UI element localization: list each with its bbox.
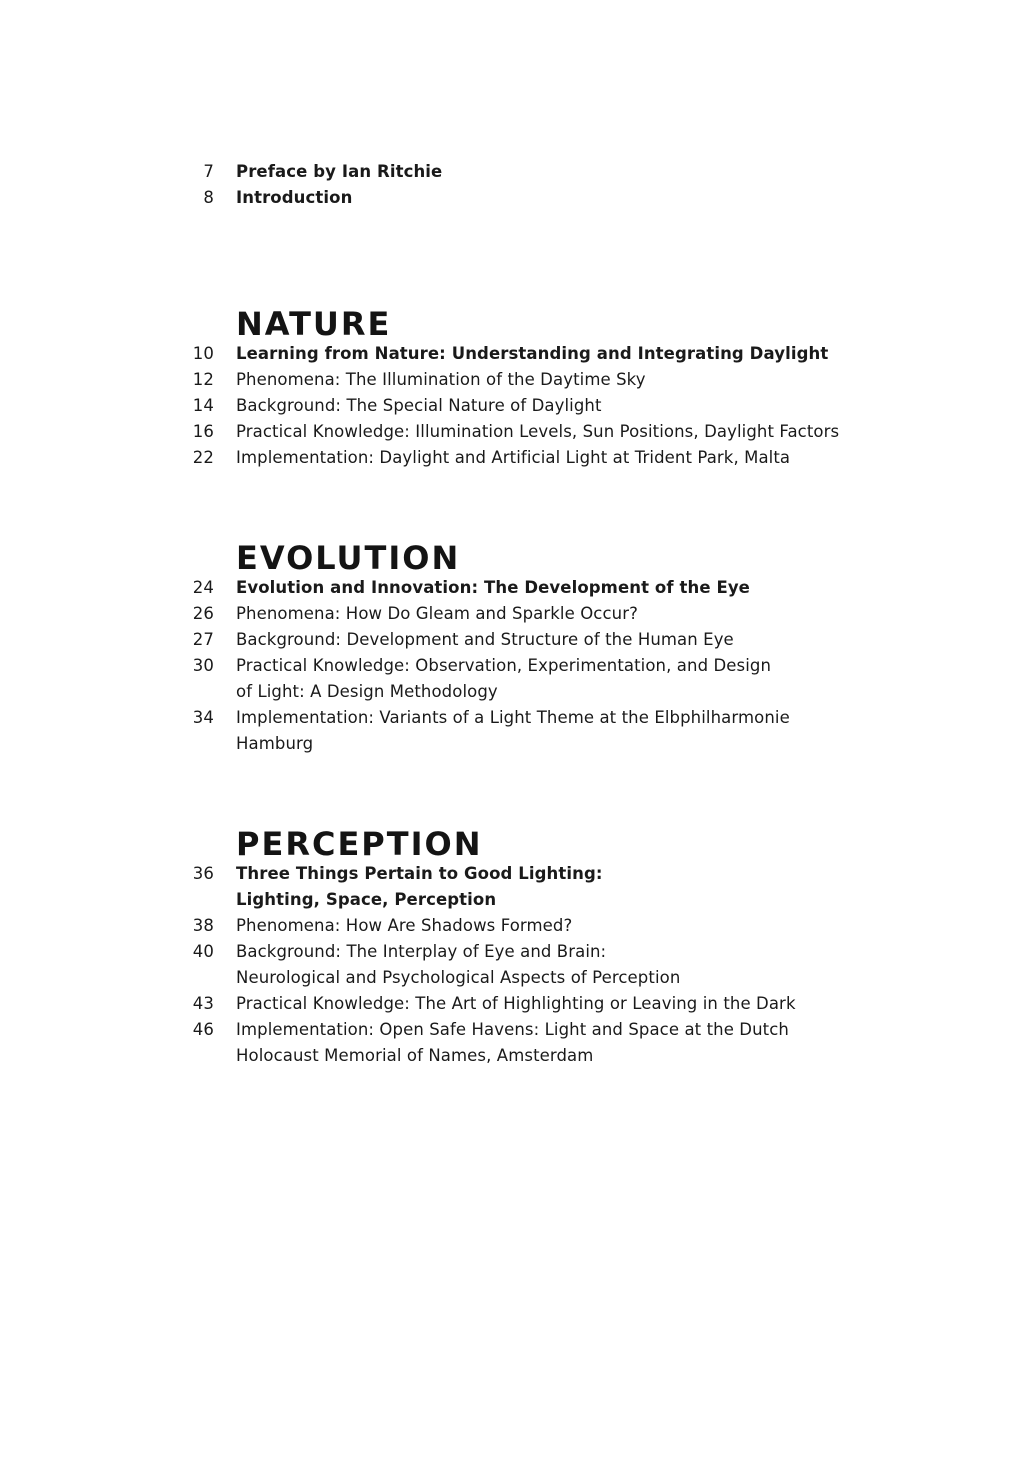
page-number: 12 xyxy=(192,370,214,389)
page-number: 8 xyxy=(203,188,214,207)
entry-title: Implementation: Variants of a Light Theme at the Elbphilharmonie xyxy=(236,708,790,727)
page-number: 46 xyxy=(192,1020,214,1039)
entry-title: Phenomena: How Do Gleam and Sparkle Occur? xyxy=(236,604,638,623)
page-number: 38 xyxy=(192,916,214,935)
entry-title-continued: of Light: A Design Methodology xyxy=(236,682,498,701)
entry-title: Introduction xyxy=(236,188,353,207)
entry-title: Evolution and Innovation: The Development of the Eye xyxy=(236,578,750,597)
entry-title: Practical Knowledge: Observation, Experimentation, and Design xyxy=(236,656,772,675)
entry-title: Phenomena: How Are Shadows Formed? xyxy=(236,916,573,935)
entry-title: Background: Development and Structure of the Human Eye xyxy=(236,630,734,649)
entry-title-continued: Hamburg xyxy=(236,734,314,753)
section-heading-nature: NATURE xyxy=(236,305,392,343)
page-number: 43 xyxy=(192,994,214,1013)
entry-title-continued: Holocaust Memorial of Names, Amsterdam xyxy=(236,1046,594,1065)
entry-title: Practical Knowledge: Illumination Levels, Sun Positions, Daylight Factors xyxy=(236,422,840,441)
page-number: 27 xyxy=(192,630,214,649)
entry-title-continued: Neurological and Psychological Aspects of Perception xyxy=(236,968,681,987)
page-number: 34 xyxy=(192,708,214,727)
page-number: 22 xyxy=(192,448,214,467)
entry-title: Phenomena: The Illumination of the Daytime Sky xyxy=(236,370,646,389)
entry-title: Background: The Interplay of Eye and Brain: xyxy=(236,942,607,961)
entry-title: Implementation: Open Safe Havens: Light and Space at the Dutch xyxy=(236,1020,789,1039)
entry-title: Implementation: Daylight and Artificial Light at Trident Park, Malta xyxy=(236,448,791,467)
page-number: 24 xyxy=(192,578,214,597)
entry-title: Preface by Ian Ritchie xyxy=(236,162,443,181)
page-number: 26 xyxy=(192,604,214,623)
entry-title: Background: The Special Nature of Daylight xyxy=(236,396,602,415)
entry-title: Practical Knowledge: The Art of Highlighting or Leaving in the Dark xyxy=(236,994,796,1013)
page-number: 16 xyxy=(192,422,214,441)
entry-title: Learning from Nature: Understanding and Integrating Daylight xyxy=(236,344,829,363)
page-number: 14 xyxy=(192,396,214,415)
page-number: 30 xyxy=(192,656,214,675)
page-number: 7 xyxy=(203,162,214,181)
entry-title-continued: Lighting, Space, Perception xyxy=(236,890,497,909)
page-number: 36 xyxy=(192,864,214,883)
page-number: 10 xyxy=(192,344,214,363)
section-heading-evolution: EVOLUTION xyxy=(236,539,461,577)
section-heading-perception: PERCEPTION xyxy=(236,825,483,863)
page-number: 40 xyxy=(192,942,214,961)
entry-title: Three Things Pertain to Good Lighting: xyxy=(236,864,603,883)
